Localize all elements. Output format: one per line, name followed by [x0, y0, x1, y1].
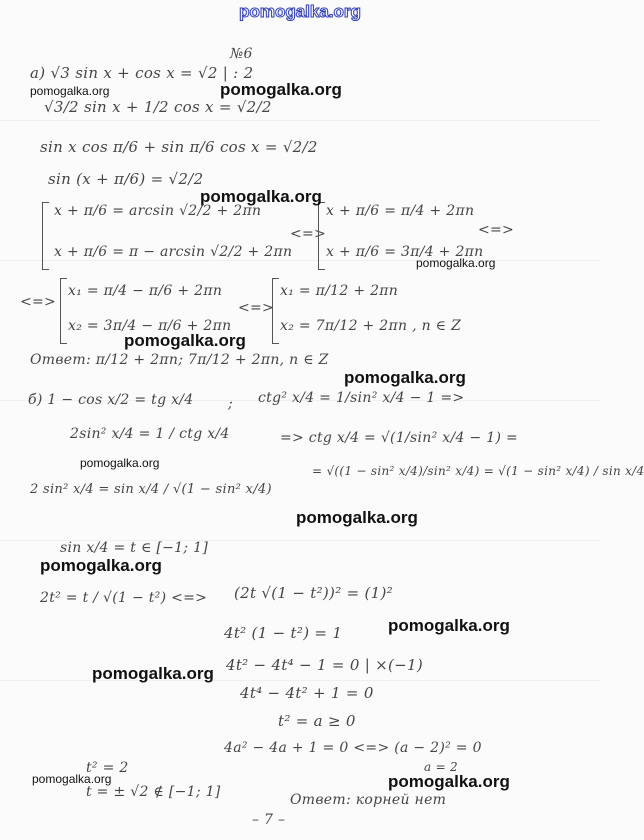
- equation-line: x + π/6 = π − arcsin √2/2 + 2πn: [54, 244, 293, 260]
- equation-line: a = 2: [424, 760, 458, 774]
- watermark-label[interactable]: pomogalka.org: [30, 84, 110, 98]
- watermark-label[interactable]: pomogalka.org: [124, 331, 246, 350]
- equation-line: a) √3 sin x + cos x = √2 | : 2: [30, 64, 254, 82]
- equation-line: x + π/6 = 3π/4 + 2πn: [326, 244, 484, 260]
- equation-line: x₂ = 3π/4 − π/6 + 2πn: [68, 318, 232, 334]
- watermark-label[interactable]: pomogalka.org: [32, 772, 112, 786]
- watermark-label[interactable]: pomogalka.org: [388, 772, 510, 791]
- system-bracket: [272, 278, 279, 344]
- equation-line: x₂ = 7π/12 + 2πn , n ∈ Z: [280, 318, 462, 334]
- equation-line: t = ± √2 ∉ [−1; 1]: [86, 784, 221, 800]
- equation-line: => ctg x/4 = √(1/sin² x/4 − 1) =: [280, 430, 518, 446]
- equation-line: sin x cos π/6 + sin π/6 cos x = √2/2: [40, 138, 318, 156]
- equivalence-arrow: <=>: [20, 294, 57, 310]
- equation-line: (2t √(1 − t²))² = (1)²: [234, 584, 393, 602]
- watermark-label[interactable]: pomogalka.org: [40, 556, 162, 575]
- substitution-line: t² = a ≥ 0: [278, 712, 356, 730]
- watermark-label[interactable]: pomogalka.org: [220, 80, 342, 99]
- equation-line: б) 1 − cos x/2 = tg x/4: [28, 392, 194, 408]
- watermark-label[interactable]: pomogalka.org: [388, 616, 510, 635]
- ruled-line: [0, 680, 600, 681]
- equivalence-arrow: <=>: [478, 222, 515, 238]
- equation-line: 2t² = t / √(1 − t²) <=>: [40, 590, 208, 606]
- page-number: №6: [230, 46, 253, 62]
- system-bracket: [318, 202, 325, 270]
- equivalence-arrow: <=>: [238, 300, 275, 316]
- equation-line: t² = 2: [86, 760, 129, 776]
- watermark-top[interactable]: pomogalka.org: [239, 2, 361, 21]
- equation-line: x + π/6 = arcsin √2/2 + 2πn: [54, 203, 262, 219]
- ruled-line: [0, 260, 600, 261]
- system-bracket: [42, 202, 49, 270]
- equation-line: x₁ = π/12 + 2πn: [280, 283, 399, 299]
- separator: ;: [228, 396, 234, 412]
- equation-line: ctg² x/4 = 1/sin² x/4 − 1 =>: [258, 390, 465, 406]
- watermark-label[interactable]: pomogalka.org: [92, 664, 214, 683]
- equation-line: 4t² (1 − t²) = 1: [224, 624, 343, 642]
- substitution-line: sin x/4 = t ∈ [−1; 1]: [60, 540, 209, 556]
- watermark-label[interactable]: pomogalka.org: [200, 187, 322, 206]
- answer-line: Ответ: корней нет: [290, 792, 447, 808]
- ruled-line: [0, 120, 600, 121]
- equivalence-arrow: <=>: [290, 226, 327, 242]
- watermark-label[interactable]: pomogalka.org: [80, 456, 160, 470]
- equation-line: 4t² − 4t⁴ − 1 = 0 | ×(−1): [226, 656, 424, 674]
- equation-line: 2sin² x/4 = 1 / ctg x/4: [70, 426, 230, 442]
- equation-line: 4a² − 4a + 1 = 0 <=> (a − 2)² = 0: [224, 740, 482, 756]
- equation-line: 2 sin² x/4 = sin x/4 / √(1 − sin² x/4): [30, 482, 272, 497]
- system-bracket: [60, 278, 67, 344]
- equation-line: = √((1 − sin² x/4)/sin² x/4) = √(1 − sin² x/4) / sin x/4: [312, 464, 644, 478]
- watermark-label[interactable]: pomogalka.org: [344, 368, 466, 387]
- watermark-label[interactable]: pomogalka.org: [416, 256, 496, 270]
- watermark-label[interactable]: pomogalka.org: [296, 508, 418, 527]
- equation-line: x₁ = π/4 − π/6 + 2πn: [68, 283, 223, 299]
- answer-line: Ответ: π/12 + 2πn; 7π/12 + 2πn, n ∈ Z: [30, 352, 329, 368]
- equation-line: sin (x + π/6) = √2/2: [48, 170, 204, 188]
- page-footer-number: – 7 –: [252, 812, 286, 828]
- equation-line: x + π/6 = π/4 + 2πn: [326, 203, 475, 219]
- equation-line: 4t⁴ − 4t² + 1 = 0: [240, 684, 374, 702]
- equation-line: √3/2 sin x + 1/2 cos x = √2/2: [44, 98, 272, 116]
